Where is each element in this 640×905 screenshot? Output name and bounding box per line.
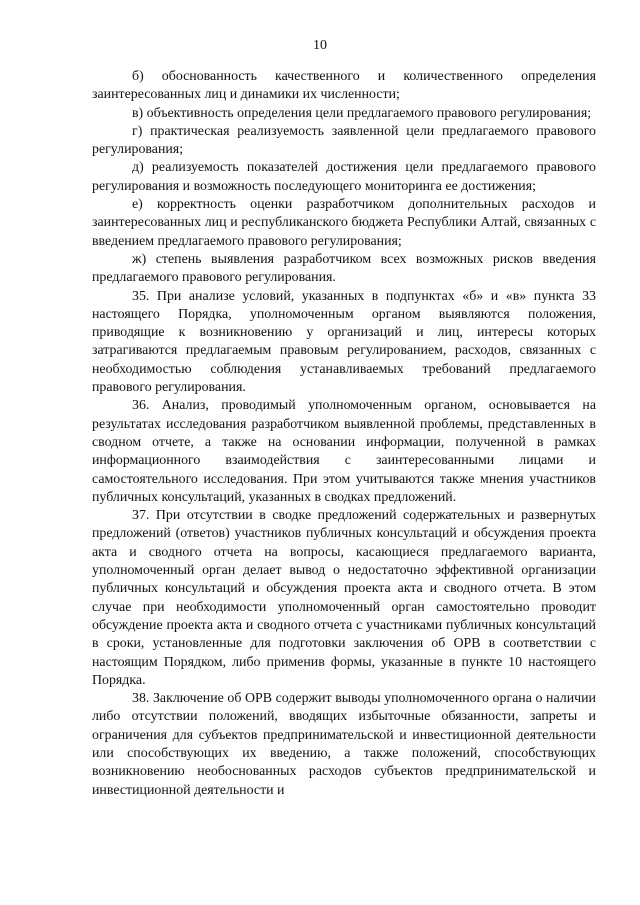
paragraph-g: г) практическая реализуемость заявленной цели предлагаемого правового регулирования;	[92, 123, 596, 158]
paragraph-e: е) корректность оценки разработчиком дополнительных расходов и заинтересованных лиц и республиканского бюджета Республики Алтай, связанных с введением предлагаемого правового регулирования;	[92, 197, 596, 249]
paragraph-37: 37. При отсутствии в сводке предложений содержательных и развернутых предложений (ответов) участников публичных консультаций и обсуждения проекта акта и сводного отчета на вопросы, касающиеся предлагаемого варианта, уполномоченный орган делает вывод о недостаточно эффективной организации публичных консультаций и обсуждения проекта акта и сводного отчета. В этом случае при необходимости уполномоченный орган самостоятельно проводит обсуждение проекта акта и сводного отчета с участниками публичных консультаций в сроки, установленные для подготовки заключения об ОРВ в соответствии с настоящим Порядком, либо применив формы, указанные в пункте 10 настоящего Порядка.	[92, 508, 596, 688]
paragraph-36: 36. Анализ, проводимый уполномоченным органом, основывается на результатах исследования разработчиком выявленной проблемы, представленных в сводном отчете, а также на основании информации, полученной в рамках информационного взаимодействия с заинтересованными лицами и самостоятельного исследования. При этом учитываются также мнения участников публичных консультаций, указанных в сводках предложений.	[92, 398, 596, 505]
paragraph-35: 35. При анализе условий, указанных в подпунктах «б» и «в» пункта 33 настоящего Порядка, уполномоченным органом выявляются положения, приводящие к возникновению у организаций и лиц, интересы которых затрагиваются предлагаемым правовым регулированием, расходов, связанных с необходимостью соблюдения устанавливаемых требований предлагаемого правового регулирования.	[92, 288, 596, 396]
paragraph-38: 38. Заключение об ОРВ содержит выводы уполномоченного органа о наличии либо отсутствии положений, вводящих избыточные обязанности, запреты и ограничения для субъектов предпринимательской и инвестиционной деятельности или способствующих их введению, а также положений, способствующих возникновению необоснованных расходов субъектов предпринимательской и инвестиционной деятельности и	[92, 691, 596, 798]
paragraph-d: д) реализуемость показателей достижения цели предлагаемого правового регулирования и возможность последующего мониторинга ее достижения;	[92, 160, 596, 194]
paragraph-zh: ж) степень выявления разработчиком всех возможных рисков введения предлагаемого правового регулирования.	[92, 251, 596, 286]
paragraph-v: в) объективность определения цели предлагаемого правового регулирования;	[132, 105, 592, 121]
document-body	[92, 68, 596, 800]
page-number: 10	[313, 38, 327, 53]
paragraph-b: б) обоснованность качественного и количественного определения заинтересованных лиц и динамики их численности;	[92, 69, 596, 103]
